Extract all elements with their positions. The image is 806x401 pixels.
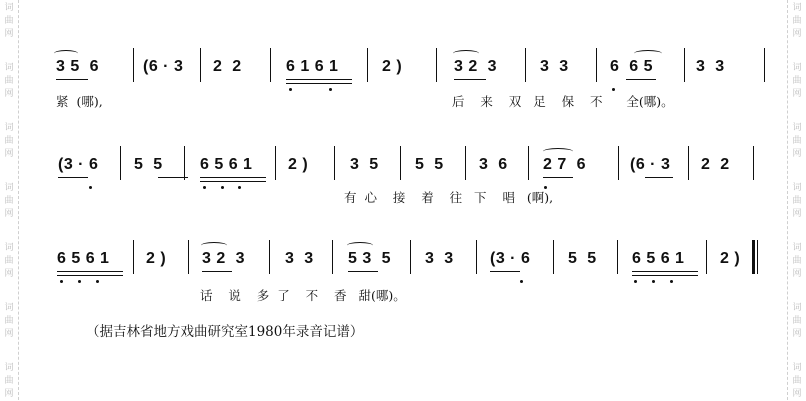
measure-notes: 3 6 [479,156,508,173]
watermark-char: 曲 [792,76,802,86]
slur-mark [543,148,573,155]
measure-notes: 2 2 [701,156,730,173]
measure-notes: 2 2 [213,58,242,75]
watermark-char: 网 [792,29,802,39]
measure-notes: 2 ) [288,156,309,173]
barline [133,48,134,82]
watermark-char: 网 [4,269,14,279]
watermark-char: 网 [792,329,802,339]
measure-notes: 5 5 [415,156,444,173]
barline [476,240,477,274]
beam-underline [286,83,352,84]
barline [684,48,685,82]
lyric-line: 话 说 多 了 不 香 甜(哪)。 [200,288,406,303]
octave-dot [89,186,92,189]
watermark-char: 曲 [792,376,802,386]
barline [752,240,755,274]
watermark-char: 词 [4,123,14,133]
barline [528,146,529,180]
measure-notes: 6 5 6 1 [57,250,110,267]
octave-dot [289,88,292,91]
measure-notes: 3 5 6 [56,58,100,75]
measure-notes: 3 3 [696,58,725,75]
watermark-char: 词 [4,3,14,13]
measure-notes: 3 3 [540,58,569,75]
measure-notes: 3 2 3 [202,250,246,267]
barline [334,146,335,180]
barline [618,146,619,180]
barline [617,240,618,274]
barline [706,240,707,274]
barline [525,48,526,82]
measure-notes: 5 5 [568,250,597,267]
watermark-char: 词 [4,363,14,373]
barline [553,240,554,274]
lyric-line: 紧 (哪), [56,94,103,109]
beam-underline [543,177,573,178]
watermark-char: 词 [792,363,802,373]
watermark-char: 曲 [4,376,14,386]
measure-notes: 6 5 6 1 [632,250,685,267]
measure-notes: 6 1 6 1 [286,58,339,75]
watermark-char: 词 [792,183,802,193]
barline [270,48,271,82]
watermark-char: 词 [4,63,14,73]
watermark-char: 曲 [4,16,14,26]
barline [465,146,466,180]
measure-notes: 3 5 [350,156,379,173]
octave-dot [221,186,224,189]
barline [200,48,201,82]
octave-dot [238,186,241,189]
octave-dot [203,186,206,189]
barline [332,240,333,274]
beam-underline [58,177,88,178]
measure-notes: (6 · 3 [630,156,671,173]
slur-mark [634,50,662,57]
octave-dot [60,280,63,283]
measure-notes: 2 ) [382,58,403,75]
barline [757,240,758,274]
watermark-char: 词 [792,63,802,73]
barline [688,146,689,180]
watermark-char: 曲 [4,76,14,86]
source-note: （据吉林省地方戏曲研究室1980年录音记谱） [86,324,364,340]
beam-underline [57,275,123,276]
barline [275,146,276,180]
beam-underline [632,271,698,272]
watermark-char: 曲 [792,196,802,206]
watermark-char: 网 [4,389,14,399]
watermark-char: 曲 [792,136,802,146]
beam-underline [348,271,378,272]
slur-mark [453,50,479,57]
watermark-char: 词 [4,243,14,253]
barline [400,146,401,180]
octave-dot [96,280,99,283]
watermark-char: 网 [792,149,802,159]
beam-underline [454,79,486,80]
lyric-line: 有 心 接 着 往 下 唱 (啊), [344,190,554,205]
watermark-char: 曲 [4,256,14,266]
slur-mark [54,50,78,57]
watermark-char: 曲 [4,196,14,206]
beam-underline [200,181,266,182]
lyric-line: 后 来 双 足 保 不 全(哪)。 [452,94,674,109]
measure-notes: (6 · 3 [143,58,184,75]
measure-notes: 6 5 6 1 [200,156,253,173]
barline [596,48,597,82]
watermark-char: 曲 [792,316,802,326]
watermark-char: 网 [792,209,802,219]
beam-underline [56,79,88,80]
measure-notes: 5 5 [134,156,163,173]
measure-notes: 3 2 3 [454,58,498,75]
watermark-char: 词 [792,303,802,313]
barline [753,146,754,180]
beam-underline [490,271,520,272]
beam-underline [626,79,656,80]
barline [120,146,121,180]
barline [367,48,368,82]
watermark-char: 曲 [4,136,14,146]
watermark-char: 曲 [792,256,802,266]
octave-dot [78,280,81,283]
slur-mark [201,242,227,249]
octave-dot [329,88,332,91]
measure-notes: 2 ) [720,250,741,267]
beam-underline [57,271,123,272]
measure-notes: 6 6 5 [610,58,654,75]
watermark-char: 网 [4,89,14,99]
beam-underline [200,177,266,178]
barline [436,48,437,82]
barline [269,240,270,274]
measure-notes: 3 3 [425,250,454,267]
octave-dot [652,280,655,283]
watermark-char: 网 [4,209,14,219]
watermark-char: 词 [792,3,802,13]
beam-underline [202,271,232,272]
watermark-char: 词 [792,123,802,133]
slur-mark [347,242,373,249]
watermark-char: 词 [4,183,14,193]
barline [133,240,134,274]
measure-notes: 5 3 5 [348,250,392,267]
watermark-char: 网 [792,89,802,99]
beam-underline [632,275,698,276]
watermark-char: 曲 [4,316,14,326]
watermark-char: 网 [4,29,14,39]
octave-dot [634,280,637,283]
octave-dot [544,186,547,189]
octave-dot [612,88,615,91]
watermark-char: 网 [4,149,14,159]
measure-notes: (3 · 6 [58,156,99,173]
measure-notes: 2 7 6 [543,156,587,173]
beam-underline [286,79,352,80]
watermark-char: 网 [4,329,14,339]
octave-dot [520,280,523,283]
barline [410,240,411,274]
barline [184,146,185,180]
measure-notes: 2 ) [146,250,167,267]
watermark-char: 网 [792,269,802,279]
barline [188,240,189,274]
barline [764,48,765,82]
measure-notes: 3 3 [285,250,314,267]
watermark-char: 网 [792,389,802,399]
watermark-char: 曲 [792,16,802,26]
watermark-char: 词 [792,243,802,253]
watermark-char: 词 [4,303,14,313]
octave-dot [670,280,673,283]
measure-notes: (3 · 6 [490,250,531,267]
beam-underline [645,177,673,178]
beam-underline [158,177,188,178]
